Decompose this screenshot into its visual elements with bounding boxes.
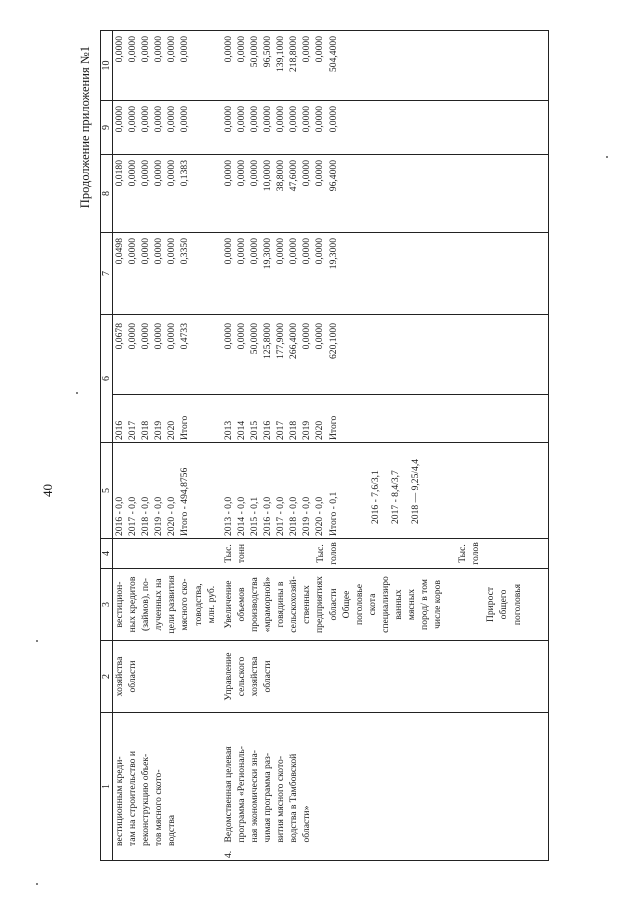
cell-regional: 0,0180 0,0000 0,0000 0,0000 0,0000 0,1383: [114, 160, 191, 187]
header-cell-9: 9: [101, 101, 113, 155]
header-cell-7: 7: [101, 233, 113, 315]
cell-executor: хозяйства области: [114, 656, 139, 697]
cell-targets: 2016 - 0,0 2017 - 0,0 2018 - 0,0 2019 - 0,0 2020 - 0,0 Итого - 494,8756: [114, 467, 191, 536]
cell-measure-text: вестиционным креди- там на строительство и реконструкцию объек- тов мясного ското- водства: [114, 751, 178, 846]
appendix-title: Продолжение приложения №1: [78, 46, 92, 209]
cell-targets-herd: 2016 - 7,6/3,1 2017 - 8,4/3,7 2018 — 9,25/4,4: [369, 458, 421, 524]
header-row: [101, 31, 113, 861]
header-cell-6: 6: [101, 315, 113, 443]
header-cell-10: 10: [101, 31, 113, 101]
cell-program-name: Ведомственная целевая программа «Региональ- ная экономически зна- чимая программа раз- вития мясного ското- водства в Тамбовской области»: [222, 746, 313, 843]
header-cell-2: 2: [101, 641, 113, 713]
cell-federal: 0,0498 0,0000 0,0000 0,0000 0,0000 0,3350: [114, 238, 191, 265]
program-table: [100, 30, 549, 861]
cell-targets-beef: 2013 - 0,0 2014 - 0,0 2015 - 0,1 2016 - 0,0 2017 - 0,0 2018 - 0,0 2019 - 0,0 2020 - 0,0 Итого - 0,1: [222, 491, 339, 536]
cell-unit-tons: Тыс. тонн: [222, 543, 247, 564]
cell-indicator-marbled-beef: Увеличение объемов производства «мраморной» говядины в сельскохозяй- ственных предприятиях области: [222, 576, 339, 633]
cell-executor: Управление сельского хозяйства области: [222, 652, 274, 701]
cell-other: 0,0000 0,0000 0,0000 0,0000 0,0000 0,0000: [114, 36, 191, 63]
header-cell-1: 1: [101, 713, 113, 861]
cell-years: 2016 2017 2018 2019 2020 Итого: [114, 415, 191, 440]
scan-speck: [76, 392, 78, 394]
header-cell-8: 8: [101, 155, 113, 233]
page-number: 40: [40, 484, 55, 497]
cell-regional: 0,0000 0,0000 0,0000 10,0000 38,8000 47,6000 0,0000 0,0000 96,4000: [222, 160, 339, 192]
scan-speck: [36, 640, 38, 642]
cell-years: 2013 2014 2015 2016 2017 2018 2019 2020 Итого: [222, 415, 339, 440]
cell-indicator-herd: Общее поголовье скота специализиро ванных мясных пород/ в том числе коров: [340, 576, 444, 633]
cell-federal: 0,0000 0,0000 0,0000 19,3000 0,0000 0,0000 0,0000 0,0000 19,3000: [222, 238, 339, 270]
cell-unit-heads: Тыс. голов: [314, 542, 340, 565]
cell-total: 0,0000 0,0000 50,0000 125,8000 177,9000 266,4000 0,0000 0,0000 620,1000: [222, 323, 339, 359]
header-cell-3: 3: [101, 569, 113, 641]
cell-indicator: вестицион- ных кредитов (займов), по- лученных на цели развития мясного ско- товодства, млн. руб.: [114, 575, 217, 634]
row-number: 4.: [222, 850, 234, 858]
cell-unit-heads-growth: Тыс. голов: [457, 542, 482, 565]
table-row-continued: [113, 31, 218, 861]
header-cell-4: 4: [101, 539, 113, 569]
cell-local: 0,0000 0,0000 0,0000 0,0000 0,0000 0,0000: [114, 106, 191, 133]
table-row-4: [218, 31, 549, 861]
cell-total: 0,0678 0,0000 0,0000 0,0000 0,0000 0,4733: [114, 323, 191, 350]
scan-speck: [36, 883, 38, 885]
scan-speck: [606, 156, 608, 158]
cell-indicator-herd-growth: Прирост общего поголовья: [485, 583, 523, 626]
cell-other: 0,0000 0,0000 50,0000 96,5000 139,1000 218,8000 0,0000 0,0000 504,4000: [222, 36, 339, 72]
cell-local: 0,0000 0,0000 0,0000 0,0000 0,0000 0,0000 0,0000 0,0000 0,0000: [222, 106, 339, 133]
header-cell-5: 5: [101, 443, 113, 539]
